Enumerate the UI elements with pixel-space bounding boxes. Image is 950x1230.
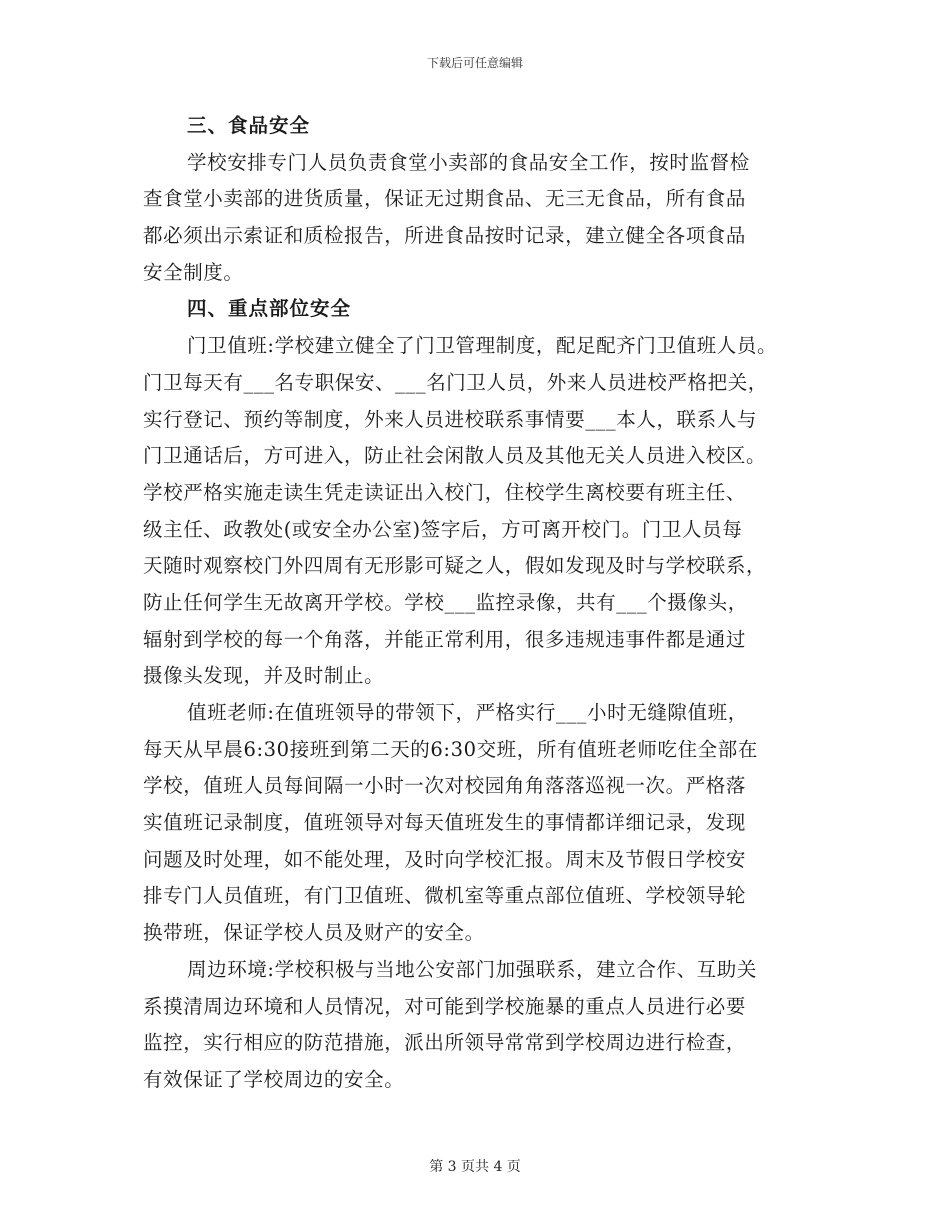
text-line: 查食堂小卖部的进货质量，保证无过期食品、无三无食品，所有食品 [143, 187, 747, 211]
text-line: 值班老师:在值班领导的带领下，严格实行___小时无缝隙值班， [187, 701, 748, 724]
text-line: 监控，实行相应的防范措施，派出所领导常常到学校周边进行检查， [143, 1031, 747, 1055]
section-heading: 四、重点部位安全 [187, 297, 352, 321]
text-line: 都必须出示索证和质检报告，所进食品按时记录，建立健全各项食品 [143, 224, 747, 248]
text-line: 学校，值班人员每间隔一小时一次对校园角角落落巡视一次。严格落 [143, 774, 747, 798]
text-line: 周边环境:学校积极与当地公安部门加强联系，建立合作、互助关 [187, 957, 757, 981]
text-line: 天随时观察校门外四周有无形影可疑之人，假如发现及时与学校联系， [143, 554, 767, 578]
text-line: 实值班记录制度，值班领导对每天值班发生的事情都详细记录，发现 [143, 811, 747, 835]
text-line: 实行登记、预约等制度，外来人员进校联系事情要___本人，联系人与 [143, 407, 757, 431]
text-line: 防止任何学生无故离开学校。学校___监控录像，共有___个摄像头， [143, 590, 748, 614]
text-line: 门卫值班:学校建立健全了门卫管理制度，配足配齐门卫值班人员。 [187, 334, 778, 358]
text-line: 换带班，保证学校人员及财产的安全。 [143, 921, 485, 945]
text-line: 门卫每天有___名专职保安、___名门卫人员，外来人员进校严格把关， [143, 370, 768, 394]
section-heading: 三、食品安全 [187, 114, 311, 137]
text-line: 安全制度。 [143, 260, 244, 284]
text-line: 级主任、政教处(或安全办公室)签字后，方可离开校门。门卫人员每 [143, 517, 743, 541]
document-body [143, 108, 823, 1099]
page-header: 下载后可任意编辑 [426, 56, 523, 70]
text-line: 每天从早晨6:30接班到第二天的6:30交班，所有值班老师吃住全部在 [143, 737, 758, 761]
text-line: 辐射到学校的每一个角落，并能正常利用，很多违规违事件都是通过 [143, 627, 747, 651]
text-line: 学校严格实施走读生凭走读证出入校门，住校学生离校要有班主任、 [143, 480, 747, 504]
text-line: 排专门人员值班，有门卫值班、微机室等重点部位值班、学校领导轮 [143, 884, 747, 908]
text-line: 问题及时处理，如不能处理，及时向学校汇报。周末及节假日学校安 [143, 847, 747, 871]
text-line: 系摸清周边环境和人员情况，对可能到学校施暴的重点人员进行必要 [143, 994, 747, 1018]
text-line: 摄像头发现，并及时制止。 [143, 664, 385, 688]
text-line: 门卫通话后，方可进入，防止社会闲散人员及其他无关人员进入校区。 [143, 444, 767, 468]
text-line: 学校安排专门人员负责食堂小卖部的食品安全工作，按时监督检 [187, 150, 750, 174]
text-line: 有效保证了学校周边的安全。 [143, 1067, 405, 1091]
page-number: 第 3 页共 4 页 [429, 1159, 521, 1175]
